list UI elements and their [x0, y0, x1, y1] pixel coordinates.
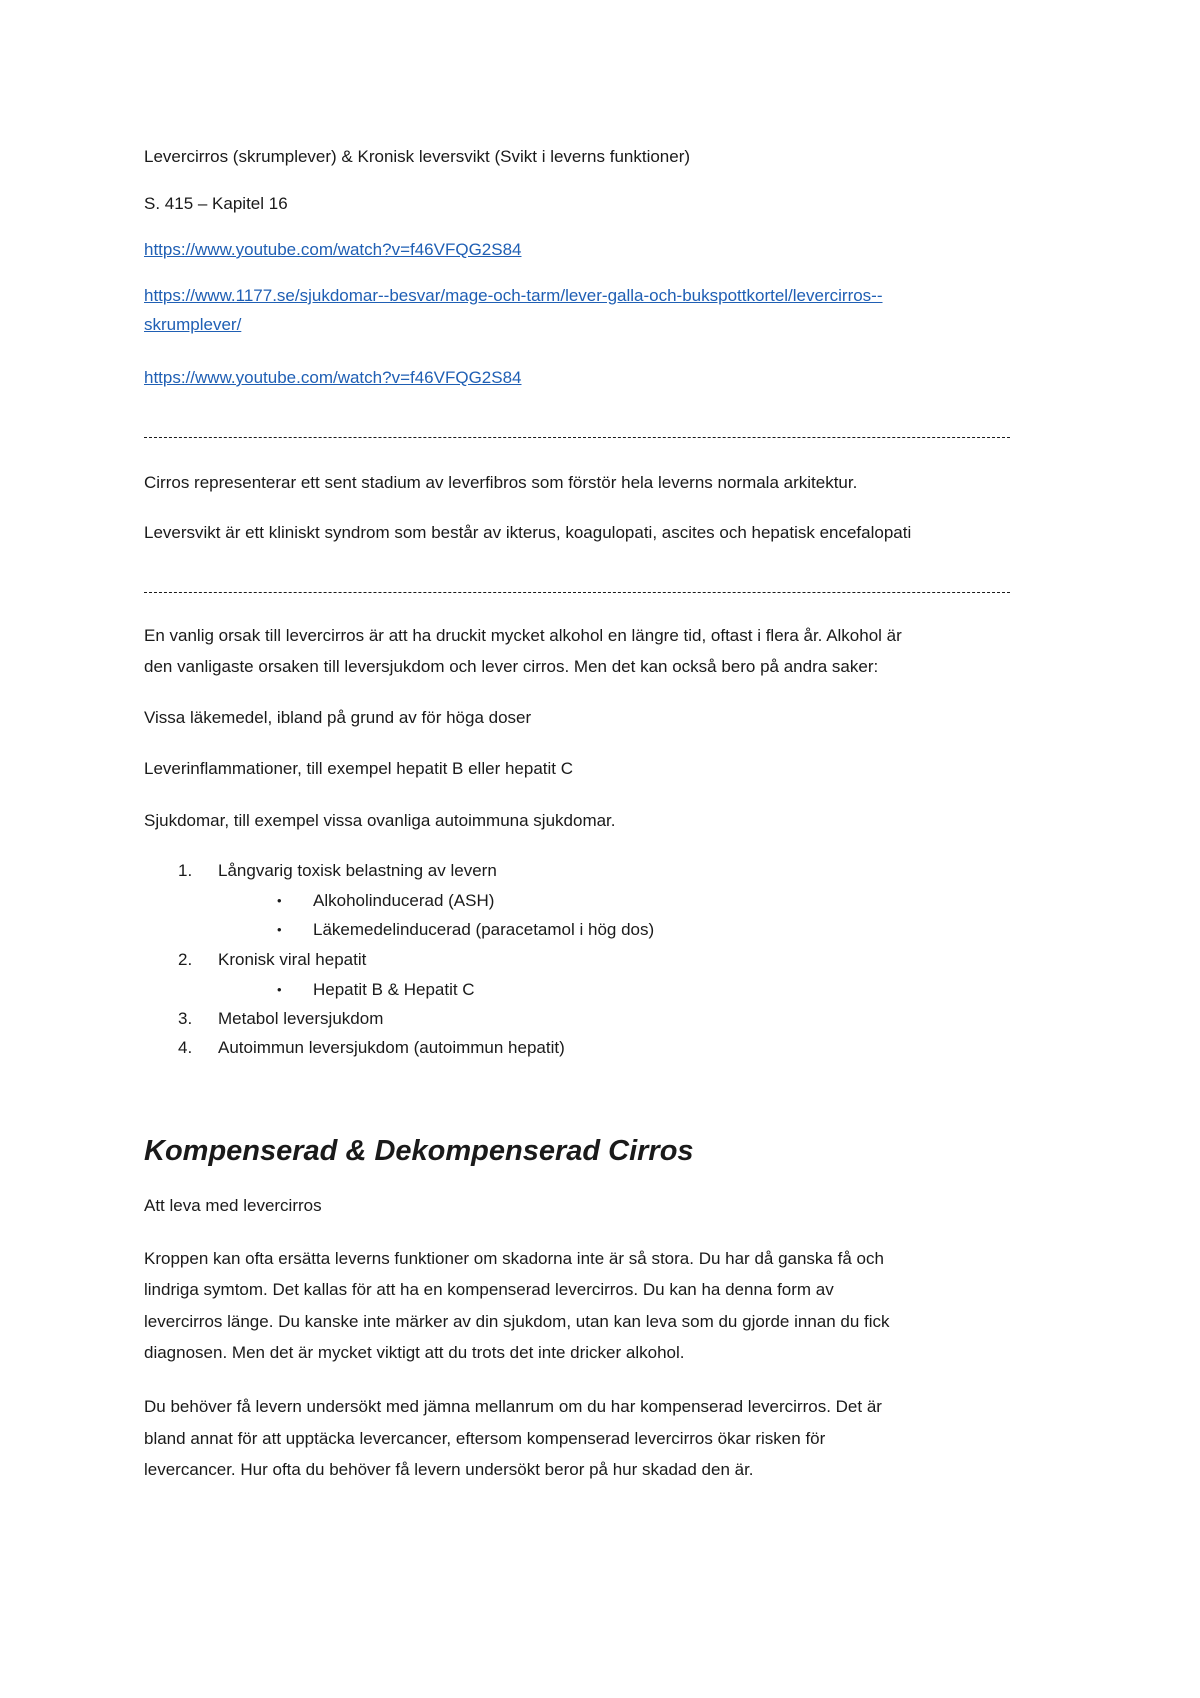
1177-link-line-1[interactable]: https://www.1177.se/sjukdomar--besvar/mage-och-tarm/lever-galla-och-bukspottkortel/levercirros-- [144, 286, 883, 305]
list-item-1: Långvarig toxisk belastning av levern [218, 861, 497, 880]
subheading: Att leva med levercirros [144, 1196, 322, 1215]
paragraph-1-line-1: Kroppen kan ofta ersätta leverns funktioner om skadorna inte är så stora. Du har då ganska få och [144, 1249, 884, 1268]
paragraph-1-line-3: levercirros länge. Du kanske inte märker av din sjukdom, utan kan leva som du gjorde innan du fick [144, 1312, 890, 1331]
separator-line-1 [144, 437, 1010, 438]
paragraph-1-line-4: diagnosen. Men det är mycket viktigt att du trots det inte dricker alkohol. [144, 1343, 685, 1362]
bullet-icon: • [277, 922, 282, 937]
cause-diseases: Sjukdomar, till exempel vissa ovanliga autoimmuna sjukdomar. [144, 811, 616, 830]
page-reference: S. 415 – Kapitel 16 [144, 194, 288, 213]
section-heading: Kompenserad & Dekompenserad Cirros [144, 1135, 694, 1167]
sub-item-hepatitis: Hepatit B & Hepatit C [313, 980, 475, 999]
paragraph-2-line-3: levercancer. Hur ofta du behöver få levern undersökt beror på hur skadad den är. [144, 1460, 754, 1479]
paragraph-2-line-2: bland annat för att upptäcka levercancer, eftersom kompenserad levercirros ökar risken för [144, 1429, 826, 1448]
paragraph-2-line-1: Du behöver få levern undersökt med jämna mellanrum om du har kompenserad levercirros. Det är [144, 1397, 882, 1416]
definition-liver-failure: Leversvikt är ett kliniskt syndrom som består av ikterus, koagulopati, ascites och hepatisk encefalopati [144, 523, 912, 542]
list-number-1: 1. [178, 861, 193, 880]
document-title-line: Levercirros (skrumplever) & Kronisk leversvikt (Svikt i leverns funktioner) [144, 147, 691, 166]
sub-item-ash: Alkoholinducerad (ASH) [313, 891, 495, 910]
cause-inflammation: Leverinflammationer, till exempel hepatit B eller hepatit C [144, 759, 573, 778]
definition-cirrhosis: Cirros representerar ett sent stadium av leverfibros som förstör hela leverns normala arkitektur. [144, 473, 858, 492]
sub-item-medication-induced: Läkemedelinducerad (paracetamol i hög dos) [313, 920, 655, 939]
causes-intro-line-1: En vanlig orsak till levercirros är att ha druckit mycket alkohol en längre tid, oftast i flera år. Alkohol är [144, 626, 902, 645]
list-number-2: 2. [178, 950, 193, 969]
list-number-4: 4. [178, 1038, 193, 1057]
list-item-2: Kronisk viral hepatit [218, 950, 367, 969]
youtube-link-2[interactable]: https://www.youtube.com/watch?v=f46VFQG2S84 [144, 368, 522, 387]
causes-intro-line-2: den vanligaste orsaken till leversjukdom och lever cirros. Men det kan också bero på andra saker: [144, 657, 879, 676]
separator-line-2 [144, 592, 1010, 593]
cause-medication: Vissa läkemedel, ibland på grund av för höga doser [144, 708, 532, 727]
bullet-icon: • [277, 982, 282, 997]
list-item-3: Metabol leversjukdom [218, 1009, 384, 1028]
bullet-icon: • [277, 893, 282, 908]
paragraph-1-line-2: lindriga symtom. Det kallas för att ha en kompenserad levercirros. Du kan ha denna form av [144, 1280, 834, 1299]
1177-link-line-2[interactable]: skrumplever/ [144, 315, 242, 334]
list-number-3: 3. [178, 1009, 193, 1028]
list-item-4: Autoimmun leversjukdom (autoimmun hepatit) [218, 1038, 565, 1057]
youtube-link-1[interactable]: https://www.youtube.com/watch?v=f46VFQG2S84 [144, 240, 522, 259]
